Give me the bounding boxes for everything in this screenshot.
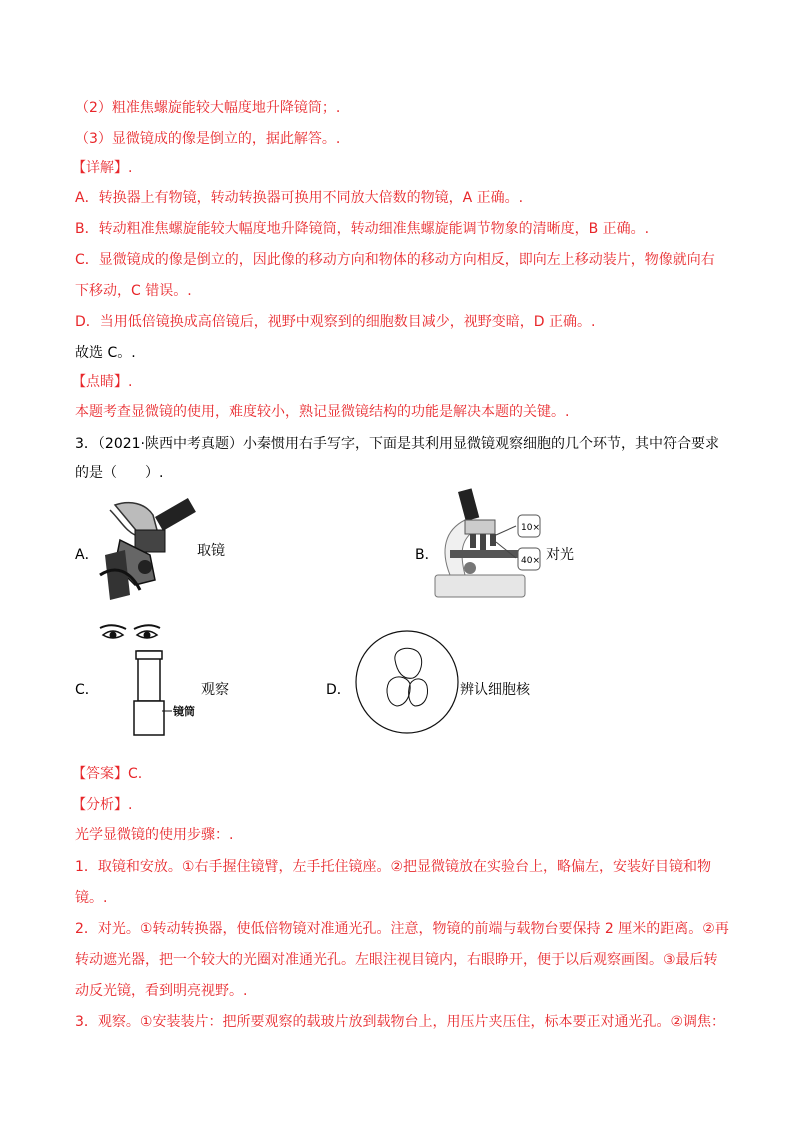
- detail-line-c2: 下移动，C 错误。.: [75, 283, 192, 299]
- option-b-lens-10x: 10×: [521, 523, 540, 533]
- analysis-line-2: （2）粗准焦螺旋能较大幅度地升降镜筒；.: [75, 100, 341, 116]
- analysis-line-3: （3）显微镜成的像是倒立的，据此解答。.: [75, 131, 341, 147]
- detail-line-a: A．转换器上有物镜，转动转换器可换用不同放大倍数的物镜，A 正确。.: [75, 190, 524, 206]
- option-c-label: C．: [75, 682, 99, 698]
- option-b-text: 对光: [546, 547, 574, 563]
- comment-heading: 【点睛】.: [72, 374, 133, 390]
- option-b-lens-40x: 40×: [521, 556, 540, 566]
- detail-heading: 【详解】.: [72, 160, 133, 176]
- detail-line-b: B．转动粗准焦螺旋能较大幅度地升降镜筒，转动细准焦螺旋能调节物象的清晰度，B 正确。.: [75, 221, 650, 237]
- option-c-tube-label: 镜筒: [173, 705, 195, 718]
- step-2-line-3: 动反光镜，看到明亮视野。.: [75, 983, 248, 999]
- option-b-image: [430, 490, 550, 605]
- option-d-label: D．: [326, 682, 351, 698]
- option-a-text: 取镜: [197, 543, 225, 559]
- option-b-label: B．: [415, 547, 439, 563]
- question-line-1: 3．（2021·陕西中考真题）小秦惯用右手写字，下面是其利用显微镜观察细胞的几个环节，其中符合要求: [75, 436, 719, 452]
- option-d-text: 辨认细胞核: [460, 682, 530, 698]
- choose-line: 故选 C。.: [75, 345, 136, 361]
- steps-heading: 光学显微镜的使用步骤：.: [75, 827, 234, 843]
- option-c-image: [100, 625, 210, 740]
- step-2-line-2: 转动遮光器，把一个较大的光圈对准通光孔。左眼注视目镜内，右眼睁开，便于以后观察画图。③最后转: [75, 952, 718, 968]
- step-3-line-1: 3．观察。①安装装片：把所要观察的载玻片放到载物台上，用压片夹压住，标本要正对通光孔。②调焦：: [75, 1014, 726, 1030]
- analysis-heading: 【分析】.: [72, 797, 133, 813]
- option-d-image: [355, 630, 459, 734]
- question-line-2: 的是（ ）.: [75, 465, 164, 481]
- step-1-line-2: 镜。.: [75, 890, 108, 906]
- step-1-line-1: 1．取镜和安放。①右手握住镜臂，左手托住镜座。②把显微镜放在实验台上，略偏左，安装好目镜和物: [75, 859, 712, 875]
- option-a-label: A．: [75, 547, 99, 563]
- comment-text: 本题考查显微镜的使用，难度较小，熟记显微镜结构的功能是解决本题的关键。.: [75, 404, 570, 420]
- answer-line: 【答案】C.: [72, 766, 143, 782]
- option-c-text: 观察: [201, 682, 229, 698]
- option-a-image: [95, 495, 195, 605]
- detail-line-c1: C．显微镜成的像是倒立的，因此像的移动方向和物体的移动方向相反，即向左上移动装片，物像就向右: [75, 252, 715, 268]
- step-2-line-1: 2．对光。①转动转换器，使低倍物镜对准通光孔。注意，物镜的前端与载物台要保持 2 厘米的距离。②再: [75, 921, 729, 937]
- detail-line-d: D．当用低倍镜换成高倍镜后，视野中观察到的细胞数目减少，视野变暗，D 正确。.: [75, 314, 596, 330]
